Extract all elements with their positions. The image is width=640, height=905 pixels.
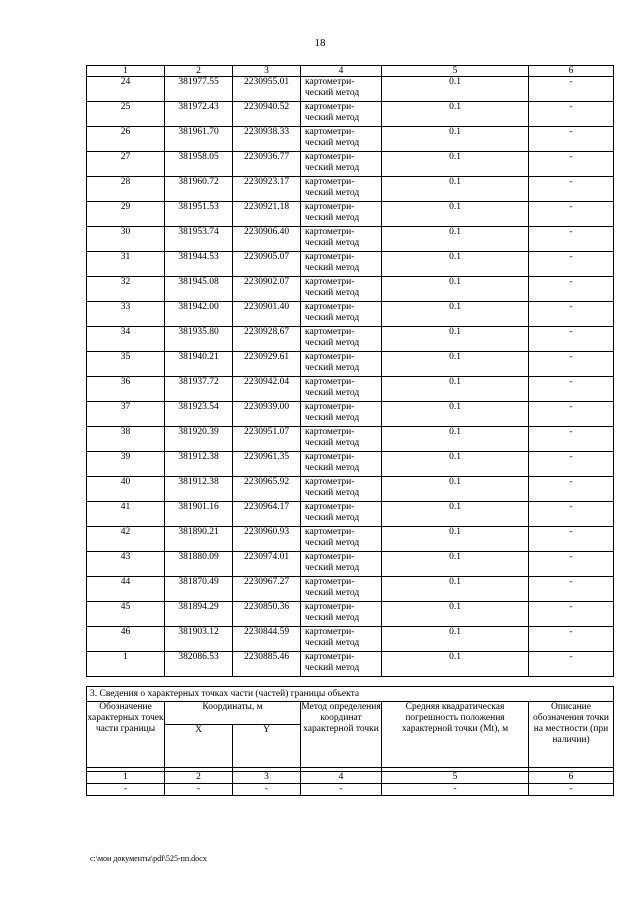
coordinate-x: 382086.53 bbox=[165, 652, 233, 677]
method-line-1: картометри- bbox=[305, 527, 355, 537]
table-row bbox=[87, 477, 614, 502]
method bbox=[301, 302, 382, 327]
description: - bbox=[529, 502, 614, 527]
coordinate-y: 2230940.52 bbox=[233, 102, 301, 127]
table-row bbox=[87, 127, 614, 152]
point-number: 36 bbox=[87, 377, 165, 402]
coordinate-y: 2230938.33 bbox=[233, 127, 301, 152]
table-row bbox=[87, 377, 614, 402]
table-row bbox=[87, 102, 614, 127]
method-line-2: ческий метод bbox=[305, 513, 360, 523]
coordinate-x: 381894.29 bbox=[165, 602, 233, 627]
point-number: 25 bbox=[87, 102, 165, 127]
description: - bbox=[529, 252, 614, 277]
method bbox=[301, 277, 382, 302]
accuracy: 0.1 bbox=[382, 127, 529, 152]
accuracy: 0.1 bbox=[382, 102, 529, 127]
method-line-1: картометри- bbox=[305, 152, 355, 162]
description: - bbox=[529, 602, 614, 627]
description: - bbox=[529, 227, 614, 252]
coordinate-x: 381944.53 bbox=[165, 252, 233, 277]
coordinate-x: 381972.43 bbox=[165, 102, 233, 127]
coordinate-x: 381945.08 bbox=[165, 277, 233, 302]
method-line-1: картометри- bbox=[305, 127, 355, 137]
coordinate-x: 381961.70 bbox=[165, 127, 233, 152]
method-line-2: ческий метод bbox=[305, 463, 360, 473]
description: - bbox=[529, 277, 614, 302]
method-line-1: картометри- bbox=[305, 502, 355, 512]
table-row bbox=[87, 202, 614, 227]
method-line-1: картометри- bbox=[305, 227, 355, 237]
method-line-2: ческий метод bbox=[305, 88, 360, 98]
header-description: Описание обозначения точки на местности (при наличии) bbox=[529, 702, 614, 768]
method-line-1: картометри- bbox=[305, 352, 355, 362]
method bbox=[301, 377, 382, 402]
method bbox=[301, 252, 382, 277]
header-y: Y bbox=[233, 725, 301, 768]
coordinate-y: 2230906.40 bbox=[233, 227, 301, 252]
point-number: 29 bbox=[87, 202, 165, 227]
section-column-numbers-row bbox=[87, 772, 614, 784]
accuracy: 0.1 bbox=[382, 452, 529, 477]
method-line-1: картометри- bbox=[305, 252, 355, 262]
table-row bbox=[87, 252, 614, 277]
table-row bbox=[87, 352, 614, 377]
accuracy: 0.1 bbox=[382, 77, 529, 102]
coordinate-y: 2230955.01 bbox=[233, 77, 301, 102]
coordinate-y: 2230901.40 bbox=[233, 302, 301, 327]
method-line-1: картометри- bbox=[305, 377, 355, 387]
method-line-1: картометри- bbox=[305, 202, 355, 212]
empty-cell: - bbox=[165, 784, 233, 796]
accuracy: 0.1 bbox=[382, 352, 529, 377]
table-row bbox=[87, 177, 614, 202]
accuracy: 0.1 bbox=[382, 227, 529, 252]
method bbox=[301, 477, 382, 502]
coordinate-y: 2230939.00 bbox=[233, 402, 301, 427]
coordinate-y: 2230964.17 bbox=[233, 502, 301, 527]
method-line-1: картометри- bbox=[305, 552, 355, 562]
point-number: 33 bbox=[87, 302, 165, 327]
accuracy: 0.1 bbox=[382, 252, 529, 277]
point-number: 24 bbox=[87, 77, 165, 102]
header-coordinates: Координаты, м bbox=[165, 702, 301, 725]
coordinate-y: 2230967.27 bbox=[233, 577, 301, 602]
description: - bbox=[529, 402, 614, 427]
method-line-1: картометри- bbox=[305, 302, 355, 312]
point-number: 41 bbox=[87, 502, 165, 527]
coordinate-x: 381940.21 bbox=[165, 352, 233, 377]
coordinate-y: 2230951.07 bbox=[233, 427, 301, 452]
coordinate-y: 2230905.07 bbox=[233, 252, 301, 277]
point-number: 34 bbox=[87, 327, 165, 352]
accuracy: 0.1 bbox=[382, 202, 529, 227]
point-number: 39 bbox=[87, 452, 165, 477]
table-row bbox=[87, 552, 614, 577]
method-line-1: картометри- bbox=[305, 102, 355, 112]
method bbox=[301, 177, 382, 202]
point-number: 45 bbox=[87, 602, 165, 627]
accuracy: 0.1 bbox=[382, 527, 529, 552]
method-line-1: картометри- bbox=[305, 277, 355, 287]
column-number: 4 bbox=[301, 772, 382, 784]
method-line-2: ческий метод bbox=[305, 588, 360, 598]
column-number: 5 bbox=[382, 66, 529, 77]
accuracy: 0.1 bbox=[382, 152, 529, 177]
method bbox=[301, 452, 382, 477]
table-row bbox=[87, 627, 614, 652]
accuracy: 0.1 bbox=[382, 177, 529, 202]
coordinate-x: 381920.39 bbox=[165, 427, 233, 452]
coordinate-x: 381951.53 bbox=[165, 202, 233, 227]
method-line-1: картометри- bbox=[305, 402, 355, 412]
description: - bbox=[529, 352, 614, 377]
point-number: 40 bbox=[87, 477, 165, 502]
description: - bbox=[529, 202, 614, 227]
table-row bbox=[87, 527, 614, 552]
method bbox=[301, 127, 382, 152]
table-row bbox=[87, 152, 614, 177]
header-method: Метод определения координат характерной точки bbox=[301, 702, 382, 768]
point-number: 46 bbox=[87, 627, 165, 652]
coordinate-x: 381953.74 bbox=[165, 227, 233, 252]
coordinate-x: 381912.38 bbox=[165, 477, 233, 502]
method-line-1: картометри- bbox=[305, 627, 355, 637]
accuracy: 0.1 bbox=[382, 427, 529, 452]
table-row bbox=[87, 577, 614, 602]
table-row bbox=[87, 427, 614, 452]
description: - bbox=[529, 102, 614, 127]
method bbox=[301, 602, 382, 627]
method-line-2: ческий метод bbox=[305, 438, 360, 448]
method-line-2: ческий метод bbox=[305, 538, 360, 548]
method bbox=[301, 577, 382, 602]
coordinate-y: 2230923.17 bbox=[233, 177, 301, 202]
coordinate-y: 2230974.01 bbox=[233, 552, 301, 577]
accuracy: 0.1 bbox=[382, 302, 529, 327]
empty-data-row bbox=[87, 784, 614, 796]
method bbox=[301, 77, 382, 102]
point-number: 43 bbox=[87, 552, 165, 577]
accuracy: 0.1 bbox=[382, 577, 529, 602]
description: - bbox=[529, 627, 614, 652]
method-line-2: ческий метод bbox=[305, 138, 360, 148]
coordinate-y: 2230961.35 bbox=[233, 452, 301, 477]
column-number: 1 bbox=[87, 66, 165, 77]
method-line-1: картометри- bbox=[305, 477, 355, 487]
header-x: X bbox=[165, 725, 233, 768]
empty-cell: - bbox=[529, 784, 614, 796]
header-accuracy: Средняя квадратическая погрешность положения характерной точки (Mt), м bbox=[382, 702, 529, 768]
point-number: 1 bbox=[87, 652, 165, 677]
description: - bbox=[529, 652, 614, 677]
method bbox=[301, 527, 382, 552]
method bbox=[301, 402, 382, 427]
file-path-footer: c:\мои документы\pdf\525-пп.docx bbox=[90, 854, 207, 863]
table-row bbox=[87, 77, 614, 102]
table-row bbox=[87, 602, 614, 627]
method bbox=[301, 352, 382, 377]
method bbox=[301, 652, 382, 677]
coordinate-y: 2230936.77 bbox=[233, 152, 301, 177]
accuracy: 0.1 bbox=[382, 552, 529, 577]
point-number: 30 bbox=[87, 227, 165, 252]
coordinate-y: 2230960.93 bbox=[233, 527, 301, 552]
description: - bbox=[529, 127, 614, 152]
method-line-2: ческий метод bbox=[305, 488, 360, 498]
method-line-1: картометри- bbox=[305, 452, 355, 462]
table-row bbox=[87, 277, 614, 302]
point-number: 28 bbox=[87, 177, 165, 202]
description: - bbox=[529, 302, 614, 327]
column-number: 3 bbox=[233, 772, 301, 784]
coordinate-y: 2230885.46 bbox=[233, 652, 301, 677]
point-number: 35 bbox=[87, 352, 165, 377]
point-number: 44 bbox=[87, 577, 165, 602]
description: - bbox=[529, 327, 614, 352]
method bbox=[301, 202, 382, 227]
table-row bbox=[87, 302, 614, 327]
method bbox=[301, 427, 382, 452]
coordinate-x: 381960.72 bbox=[165, 177, 233, 202]
coordinate-x: 381880.09 bbox=[165, 552, 233, 577]
method-line-2: ческий метод bbox=[305, 113, 360, 123]
coordinate-x: 381937.72 bbox=[165, 377, 233, 402]
column-numbers-row bbox=[87, 66, 614, 77]
method-line-1: картометри- bbox=[305, 77, 355, 87]
section-title: 3. Сведения о характерных точках части (частей) границы объекта bbox=[87, 687, 614, 702]
method bbox=[301, 552, 382, 577]
method-line-2: ческий метод bbox=[305, 313, 360, 323]
coordinate-x: 381977.55 bbox=[165, 77, 233, 102]
method-line-2: ческий метод bbox=[305, 638, 360, 648]
description: - bbox=[529, 377, 614, 402]
method-line-2: ческий метод bbox=[305, 238, 360, 248]
table-row bbox=[87, 327, 614, 352]
coordinate-x: 381901.16 bbox=[165, 502, 233, 527]
coordinate-x: 381958.05 bbox=[165, 152, 233, 177]
method bbox=[301, 327, 382, 352]
description: - bbox=[529, 527, 614, 552]
coordinate-x: 381942.00 bbox=[165, 302, 233, 327]
table-row bbox=[87, 652, 614, 677]
description: - bbox=[529, 552, 614, 577]
method-line-2: ческий метод bbox=[305, 563, 360, 573]
method-line-2: ческий метод bbox=[305, 663, 360, 673]
column-number: 1 bbox=[87, 772, 165, 784]
coordinate-x: 381870.49 bbox=[165, 577, 233, 602]
point-number: 32 bbox=[87, 277, 165, 302]
method-line-1: картометри- bbox=[305, 652, 355, 662]
coordinate-y: 2230902.07 bbox=[233, 277, 301, 302]
empty-cell: - bbox=[233, 784, 301, 796]
coordinate-y: 2230921.18 bbox=[233, 202, 301, 227]
method bbox=[301, 502, 382, 527]
method-line-1: картометри- bbox=[305, 577, 355, 587]
column-number: 3 bbox=[233, 66, 301, 77]
column-number: 4 bbox=[301, 66, 382, 77]
method-line-2: ческий метод bbox=[305, 613, 360, 623]
method-line-1: картометри- bbox=[305, 177, 355, 187]
coordinates-table bbox=[86, 65, 614, 677]
header-designation: Обозначение характерных точек части границы bbox=[87, 702, 165, 768]
method-line-2: ческий метод bbox=[305, 213, 360, 223]
coordinate-x: 381912.38 bbox=[165, 452, 233, 477]
page-number: 18 bbox=[314, 37, 326, 49]
column-number: 2 bbox=[165, 772, 233, 784]
description: - bbox=[529, 477, 614, 502]
empty-cell: - bbox=[87, 784, 165, 796]
description: - bbox=[529, 427, 614, 452]
point-number: 42 bbox=[87, 527, 165, 552]
method-line-2: ческий метод bbox=[305, 288, 360, 298]
description: - bbox=[529, 152, 614, 177]
method-line-2: ческий метод bbox=[305, 388, 360, 398]
description: - bbox=[529, 177, 614, 202]
coordinate-x: 381903.12 bbox=[165, 627, 233, 652]
coordinate-y: 2230942.04 bbox=[233, 377, 301, 402]
table-row bbox=[87, 402, 614, 427]
method bbox=[301, 227, 382, 252]
empty-cell: - bbox=[382, 784, 529, 796]
coordinate-x: 381890.21 bbox=[165, 527, 233, 552]
method-line-2: ческий метод bbox=[305, 413, 360, 423]
method-line-1: картометри- bbox=[305, 602, 355, 612]
method-line-2: ческий метод bbox=[305, 338, 360, 348]
boundary-part-points-table bbox=[86, 686, 614, 796]
description: - bbox=[529, 452, 614, 477]
method-line-1: картометри- bbox=[305, 327, 355, 337]
coordinate-y: 2230929.61 bbox=[233, 352, 301, 377]
point-number: 26 bbox=[87, 127, 165, 152]
method-line-2: ческий метод bbox=[305, 263, 360, 273]
method-line-2: ческий метод bbox=[305, 363, 360, 373]
coordinate-y: 2230844.59 bbox=[233, 627, 301, 652]
table-row bbox=[87, 502, 614, 527]
coordinate-y: 2230850.36 bbox=[233, 602, 301, 627]
accuracy: 0.1 bbox=[382, 402, 529, 427]
column-number: 5 bbox=[382, 772, 529, 784]
accuracy: 0.1 bbox=[382, 502, 529, 527]
table-row bbox=[87, 227, 614, 252]
accuracy: 0.1 bbox=[382, 652, 529, 677]
coordinate-x: 381935.80 bbox=[165, 327, 233, 352]
coordinate-y: 2230965.92 bbox=[233, 477, 301, 502]
point-number: 27 bbox=[87, 152, 165, 177]
accuracy: 0.1 bbox=[382, 327, 529, 352]
column-number: 6 bbox=[529, 772, 614, 784]
empty-cell: - bbox=[301, 784, 382, 796]
coordinate-y: 2230928.67 bbox=[233, 327, 301, 352]
point-number: 31 bbox=[87, 252, 165, 277]
column-number: 6 bbox=[529, 66, 614, 77]
method bbox=[301, 627, 382, 652]
method bbox=[301, 152, 382, 177]
method bbox=[301, 102, 382, 127]
coordinate-x: 381923.54 bbox=[165, 402, 233, 427]
accuracy: 0.1 bbox=[382, 477, 529, 502]
accuracy: 0.1 bbox=[382, 277, 529, 302]
method-line-2: ческий метод bbox=[305, 163, 360, 173]
column-number: 2 bbox=[165, 66, 233, 77]
table-row bbox=[87, 452, 614, 477]
description: - bbox=[529, 577, 614, 602]
point-number: 38 bbox=[87, 427, 165, 452]
accuracy: 0.1 bbox=[382, 602, 529, 627]
point-number: 37 bbox=[87, 402, 165, 427]
accuracy: 0.1 bbox=[382, 377, 529, 402]
accuracy: 0.1 bbox=[382, 627, 529, 652]
method-line-1: картометри- bbox=[305, 427, 355, 437]
method-line-2: ческий метод bbox=[305, 188, 360, 198]
description: - bbox=[529, 77, 614, 102]
